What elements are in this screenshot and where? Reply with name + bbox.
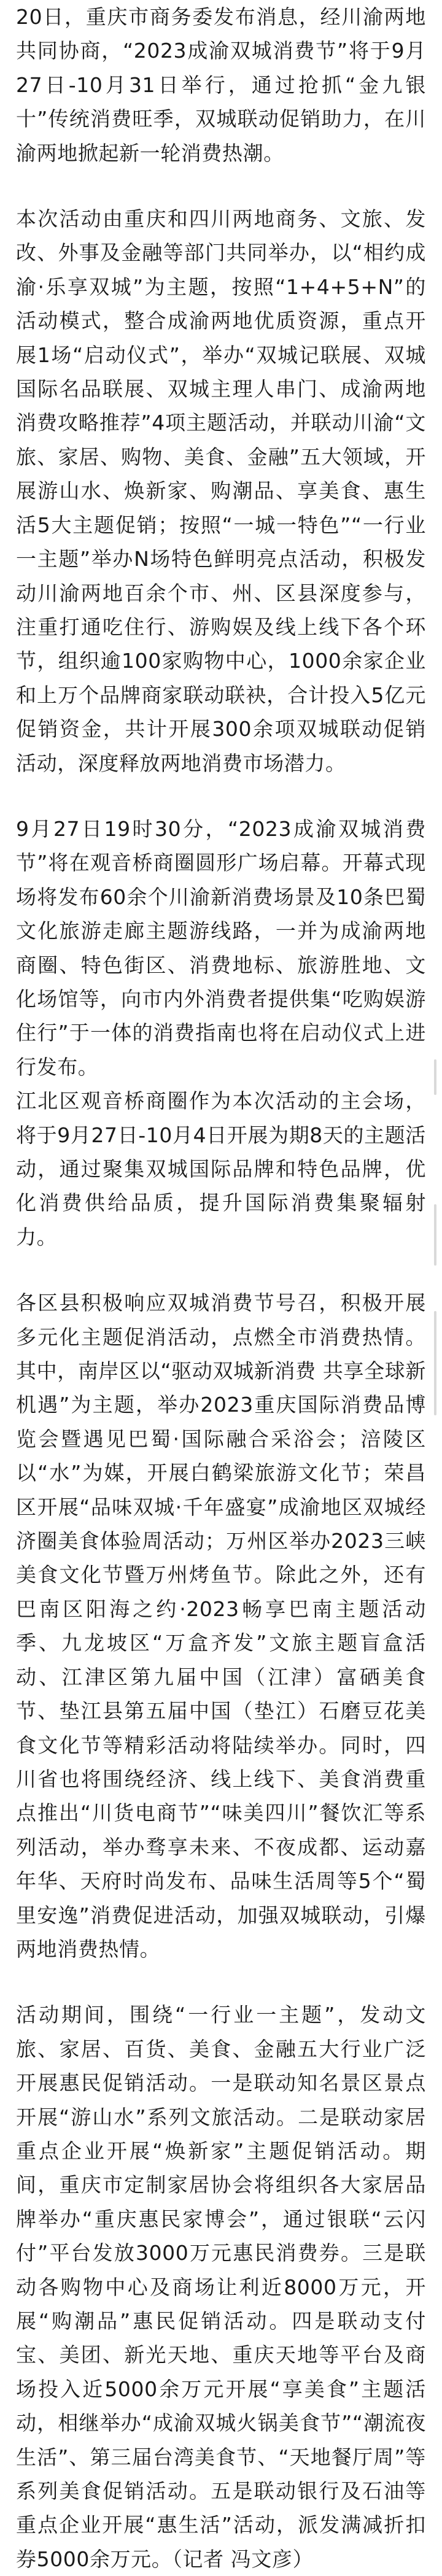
article-paragraph: 本次活动由重庆和四川两地商务、文旅、发改、外事及金融等部门共同举办，以“相约成渝·乐享双城”为主题，按照“1+4+5+N”的活动模式，整合成渝两地优质资源，重点开展1场“启动仪式”，举办“双城记联展、双城国际名品联展、双城主理人串门、成渝两地消费攻略推荐”4项主题活动，并联动川渝“文旅、家居、购物、美食、金融”五大领域，开展游山水、焕新家、购潮品、享美食、惠生活5大主题促销；按照“一城一特色”“一行业一主题”举办N场特色鲜明亮点活动，积极发动川渝两地百余个市、州、区县深度参与，注重打通吃住行、游购娱及线上线下各个环节，组织逾100家购物中心，1000余家企业和上万个品牌商家联动联袂，合计投入5亿元促销资金，共计开展300余项双城联动促销活动，深度释放两地消费市场潜力。 xyxy=(16,207,426,775)
article-body xyxy=(16,0,426,2576)
margin-scroll-mark xyxy=(434,1204,436,1266)
article-paragraph: 9月27日19时30分，“2023成渝双城消费节”将在观音桥商圈圆形广场启幕。开幕式现场将发布60余个川渝新消费场景及10条巴蜀文化旅游走廊主题游线路，一并为成渝两地商圈、特色街区、消费地标、旅游胜地、文化场馆等，向市内外消费者提供集“吃购娱游住行”于一体的消费指南也将在启动仪式上进行发布。 xyxy=(16,816,426,1079)
article-paragraph: 活动期间，围绕“一行业一主题”，发动文旅、家居、百货、美食、金融五大行业广泛开展惠民促销活动。一是联动知名景区景点开展“游山水”系列文旅活动。二是联动家居重点企业开展“焕新家”主题促销活动。期间，重庆市定制家居协会将组织各大家居品牌举办“重庆惠民家博会”，通过银联“云闪付”平台发放3000万元惠民消费券。三是联动各购物中心及商场让利近8000万元，开展“购潮品”惠民促销活动。四是联动支付宝、美团、新光天地、重庆天地等平台及商场投入近5000余万元开展“享美食”主题活动，相继举办“成渝双城火锅美食节”“潮流夜生活”、第三届台湾美食节、“天地餐厅周”等系列美食促销活动。五是联动银行及石油等重点企业开展“惠生活”活动，派发满减折扣券5000余万元。（记者 冯文彦） xyxy=(16,2003,426,2571)
article-paragraph: 20日，重庆市商务委发布消息，经川渝两地共同协商，“2023成渝双城消费节”将于9月27日-10月31日举行，通过抢抓“金九银十”传统消费旺季，双城联动促销助力，在川渝两地掀起新一轮消费热潮。 xyxy=(16,5,426,165)
article-paragraph: 江北区观音桥商圈作为本次活动的主会场，将于9月27日-10月4日开展为期8天的主题活动，通过聚集双城国际品牌和特色品牌，优化消费供给品质，提升国际消费集聚辐射力。 xyxy=(16,1089,426,1249)
article-paragraph: 各区县积极响应双城消费节号召，积极开展多元化主题促消活动，点燃全市消费热情。其中，南岸区以“驱动双城新消费 共享全球新机遇”为主题，举办2023重庆国际消费品博览会暨遇见巴蜀·国际融合采浴会；涪陵区以“水”为媒，开展白鹤梁旅游文化节；荣昌区开展“品味双城·千年盛宴”成渝地区双城经济圈美食体验周活动；万州区举办2023三峡美食文化节暨万州烤鱼节。除此之外，还有巴南区阳海之约·2023畅享巴南主题活动季、九龙坡区“万盒齐发”文旅主题盲盒活动、江津区第九届中国（江津）富硒美食节、垫江县第五届中国（垫江）石磨豆花美食文化节等精彩活动将陆续举办。同时，四川省也将围绕经济、线上线下、美食消费重点推出“川货电商节”“味美四川”餐饮汇等系列活动，举办骛享未来、不夜成都、运动嘉年华、天府时尚发布、品味生活周等5个“蜀里安逸”消费促进活动，加强双城联动，引爆两地消费热情。 xyxy=(16,1291,426,1961)
margin-scroll-mark xyxy=(434,1311,436,1415)
margin-scroll-mark xyxy=(434,1059,436,1095)
